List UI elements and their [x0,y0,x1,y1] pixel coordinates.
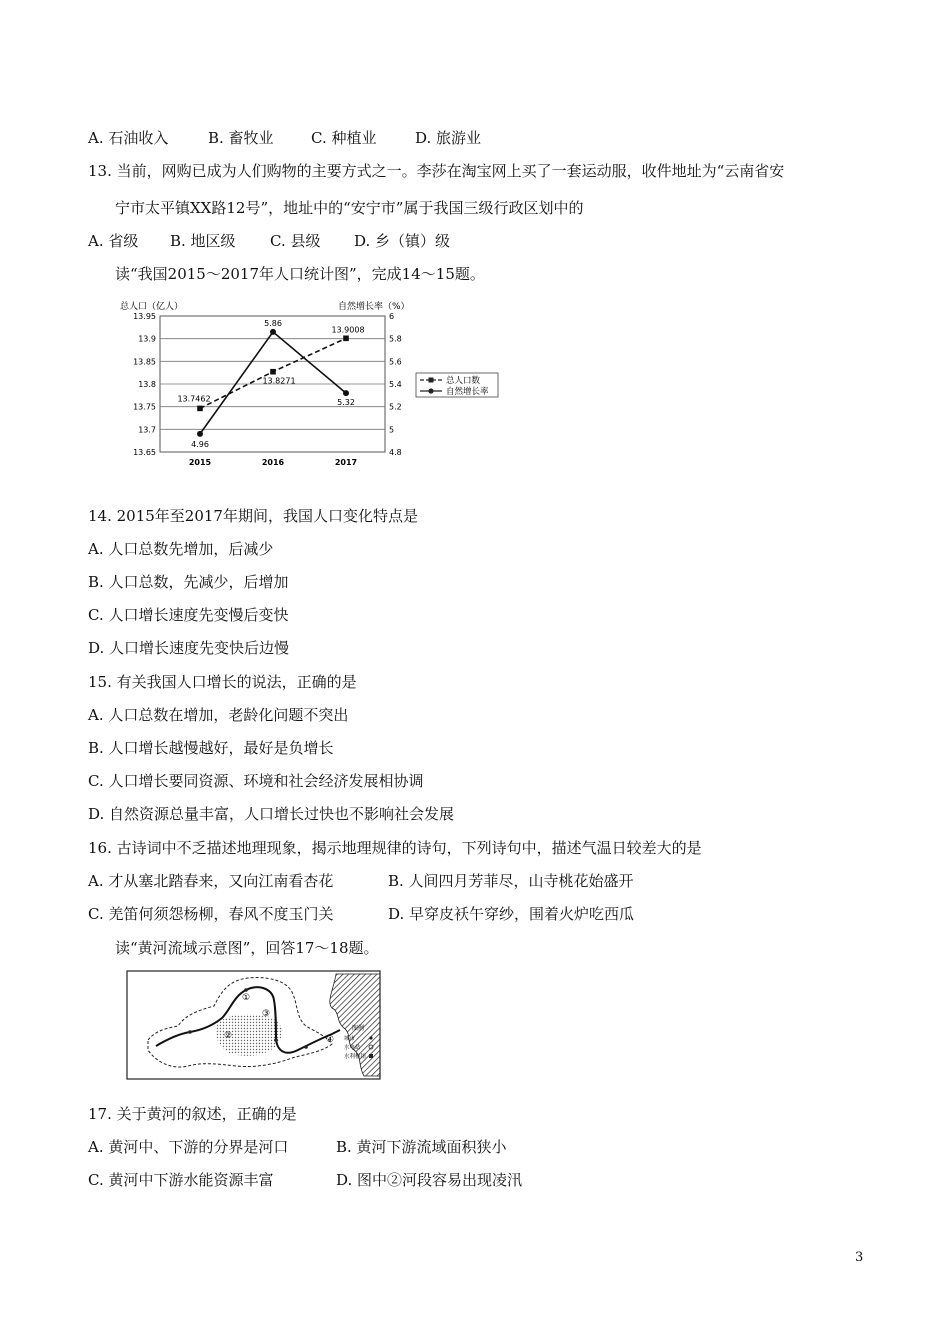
x-tick-label: 2015 [188,458,212,467]
left-tick-label: 13.85 [133,357,156,367]
map-label-3: ③ [262,1009,271,1019]
q14-option-d: D. 人口增长速度先变快后边慢 [88,639,290,657]
q12-option-c: C. 种植业 [311,129,377,147]
city-marker [244,988,248,992]
q14-option-a: A. 人口总数先增加，后减少 [88,540,274,558]
population-data-label: 13.7462 [177,394,211,404]
right-tick-label: 5.4 [389,380,402,389]
q12-option-a: A. 石油收入 [88,129,169,147]
q17-option-a: A. 黄河中、下游的分界是河口 [88,1138,289,1156]
map-legend-title: 图例 [352,1025,365,1032]
growth-rate-point [270,329,276,335]
q13-stem-line2: 宁市太平镇XX路12号”，地址中的“安宁市”属于我国三级行政区划中的 [115,199,584,217]
right-tick-label: 5.8 [389,334,402,344]
q15-option-a: A. 人口总数在增加，老龄化问题不突出 [88,706,349,724]
q16-options-row2 [88,904,634,924]
left-tick-label: 13.9 [138,334,156,344]
q14-stem: 14. 2015年至2017年期间，我国人口变化特点是 [88,507,418,525]
growth-rate-point [197,431,203,437]
population-point [343,336,349,342]
growth-rate-data-label: 5.86 [264,318,282,328]
chart-legend [416,373,498,397]
map-legend-hydropower: 水电站 [344,1045,361,1051]
q17-stem: 17. 关于黄河的叙述，正确的是 [88,1105,297,1123]
q17-option-c: C. 黄河中下游水能资源丰富 [88,1171,274,1189]
q16-option-d: D. 早穿皮袄午穿纱，围着火炉吃西瓜 [388,905,635,923]
right-tick-label: 4.8 [389,448,402,457]
q15-option-d: D. 自然资源总量丰富，人口增长过快也不影响社会发展 [88,805,455,823]
legend-population-label: 总人口数 [446,376,481,386]
growth-rate-point [343,390,349,396]
city-marker [274,1038,278,1042]
population-data-label: 13.8271 [262,376,296,386]
map-label-2: ② [224,1031,233,1041]
q16-stem: 16. 古诗词中不乏描述地理现象，揭示地理规律的诗句，下列诗句中，描述气温日较差大的是 [88,839,702,857]
right-tick-label: 5 [389,425,395,435]
yellow-river-map [126,970,381,1080]
growth-rate-data-label: 4.96 [191,439,209,449]
q17-options-row1 [88,1137,507,1157]
map-label-1: ① [242,993,251,1003]
q13-option-c: C. 县级 [270,232,321,250]
right-axis-label: 自然增长率（%） [338,302,410,312]
left-tick-label: 13.7 [138,425,156,435]
left-tick-label: 13.75 [133,402,156,412]
q16-option-b: B. 人间四月芳菲尽，山寺桃花始盛开 [388,872,634,890]
right-tick-label: 6 [389,312,395,321]
q13-stem-line1: 13. 当前，网购已成为人们购物的主要方式之一。李莎在淘宝网上买了一套运动服，收件地址为“云南省安 [88,162,785,180]
q13-option-d: D. 乡（镇）级 [354,232,451,250]
q14-option-b: B. 人口总数，先减少，后增加 [88,573,289,591]
q16-option-a: A. 才从塞北踏春来，又向江南看杏花 [88,872,334,890]
x-tick-label: 2017 [334,458,358,467]
q12-option-b: B. 畜牧业 [208,129,274,147]
page-number: 3 [855,1250,864,1265]
map-legend-city: 城市 [344,1036,356,1042]
q12-options [88,128,481,148]
q17-option-d: D. 图中②河段容易出现凌汛 [336,1171,523,1189]
right-tick-label: 5.2 [389,402,402,412]
q13-option-b: B. 地区级 [170,232,236,250]
map-legend-city-symbol [369,1036,372,1039]
growth-rate-data-label: 5.32 [337,398,355,408]
population-point [197,406,203,412]
right-tick-label: 5.6 [389,357,402,367]
q16-options-row1 [88,871,634,891]
legend-population-marker [429,378,434,383]
q16-option-c: C. 羌笛何须怨杨柳，春风不度玉门关 [88,905,334,923]
intro-q17-18: 读“黄河流域示意图”，回答17～18题。 [115,939,379,957]
q15-option-b: B. 人口增长越慢越好，最好是负增长 [88,739,334,757]
population-point [270,369,276,375]
left-tick-label: 13.8 [138,380,156,389]
population-chart [120,298,510,476]
left-tick-label: 13.95 [133,312,156,321]
population-data-label: 13.9008 [331,325,365,335]
map-legend-hub: 水利枢纽 [344,1054,367,1060]
yellow-river-map-svg [126,970,381,1080]
legend-rate-label: 自然增长率 [446,387,489,397]
left-axis-label: 总人口（亿人） [120,302,184,312]
q13-options [88,231,450,251]
left-tick-label: 13.65 [133,448,156,457]
q15-stem: 15. 有关我国人口增长的说法，正确的是 [88,673,357,691]
q12-option-d: D. 旅游业 [415,129,482,147]
intro-q14-15: 读“我国2015～2017年人口统计图”，完成14～15题。 [115,265,485,283]
map-label-4: ④ [326,1035,335,1045]
legend-rate-marker [428,388,433,393]
q17-options-row2 [88,1170,522,1190]
city-marker [304,1045,308,1049]
q13-option-a: A. 省级 [88,232,139,250]
q14-option-c: C. 人口增长速度先变慢后变快 [88,606,289,624]
city-marker [188,1030,192,1034]
map-legend-hub-symbol [369,1054,373,1058]
q17-option-b: B. 黄河下游流域面积狭小 [336,1138,507,1156]
population-chart-svg [120,298,510,476]
x-tick-label: 2016 [261,458,285,467]
q15-option-c: C. 人口增长要同资源、环境和社会经济发展相协调 [88,772,424,790]
